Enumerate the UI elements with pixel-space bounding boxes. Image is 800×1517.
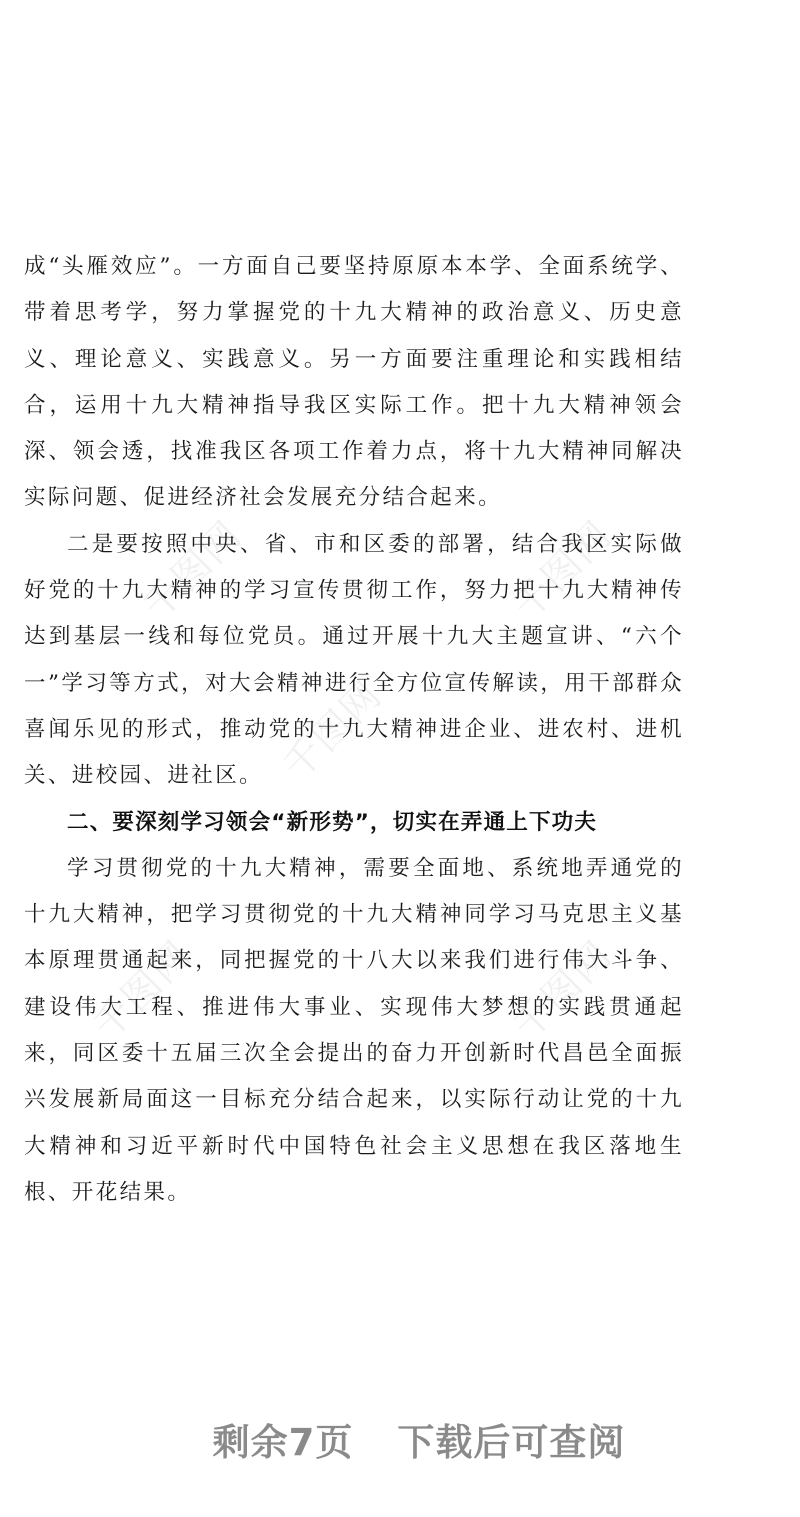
paragraph-section-two: 学习贯彻党的十九大精神，需要全面地、系统地弄通党的十九大精神，把学习贯彻党的十九大精神同学习马克思主义基本原理贯通起来，同把握党的十八大以来我们进行伟大斗争、建设伟大工程、推进伟大事业、实现伟大梦想的实践贯通起来，同区委十五届三次全会提出的奋力开创新时代昌邑全面振兴发展新局面这一目标充分结合起来，以实际行动让党的十九大精神和习近平新时代中国特色社会主义思想在我区落地生根、开花结果。 [24, 855, 684, 1205]
watermark: 千图网 [504, 931, 621, 1048]
remaining-pages-label: 剩余7页 [212, 1421, 354, 1464]
download-to-view-label: 下载后可查阅 [397, 1421, 626, 1464]
watermark: 千图网 [504, 511, 621, 628]
watermark: 千图网 [84, 931, 201, 1048]
paragraph-continuation: 成“头雁效应”。一方面自己要坚持原原本本学、全面系统学、带着思考学，努力掌握党的十九大精神的政治意义、历史意义、理论意义、实践意义。另一方面要注重理论和实践相结合，运用十九大精神指导我区实际工作。把十九大精神领会深、领会透，找准我区各项工作着力点，将十九大精神同解决实际问题、促进经济社会发展充分结合起来。 [24, 254, 684, 511]
document-body [24, 244, 684, 1216]
paragraph-point-two: 二是要按照中央、省、市和区委的部署，结合我区实际做好党的十九大精神的学习宣传贯彻工作，努力把十九大精神传达到基层一线和每位党员。通过开展十九大主题宣讲、“六个一”学习等方式，对大会精神进行全方位宣传解读，用干部群众喜闻乐见的形式，推动党的十九大精神进企业、进农村、进机关、进校园、进社区。 [24, 531, 684, 789]
section-heading: 二、要深刻学习领会“新形势”，切实在弄通上下功夫 [67, 809, 598, 835]
watermark: 千图网 [134, 511, 251, 628]
download-prompt[interactable] [0, 1412, 800, 1466]
watermark: 千图网 [274, 671, 391, 788]
